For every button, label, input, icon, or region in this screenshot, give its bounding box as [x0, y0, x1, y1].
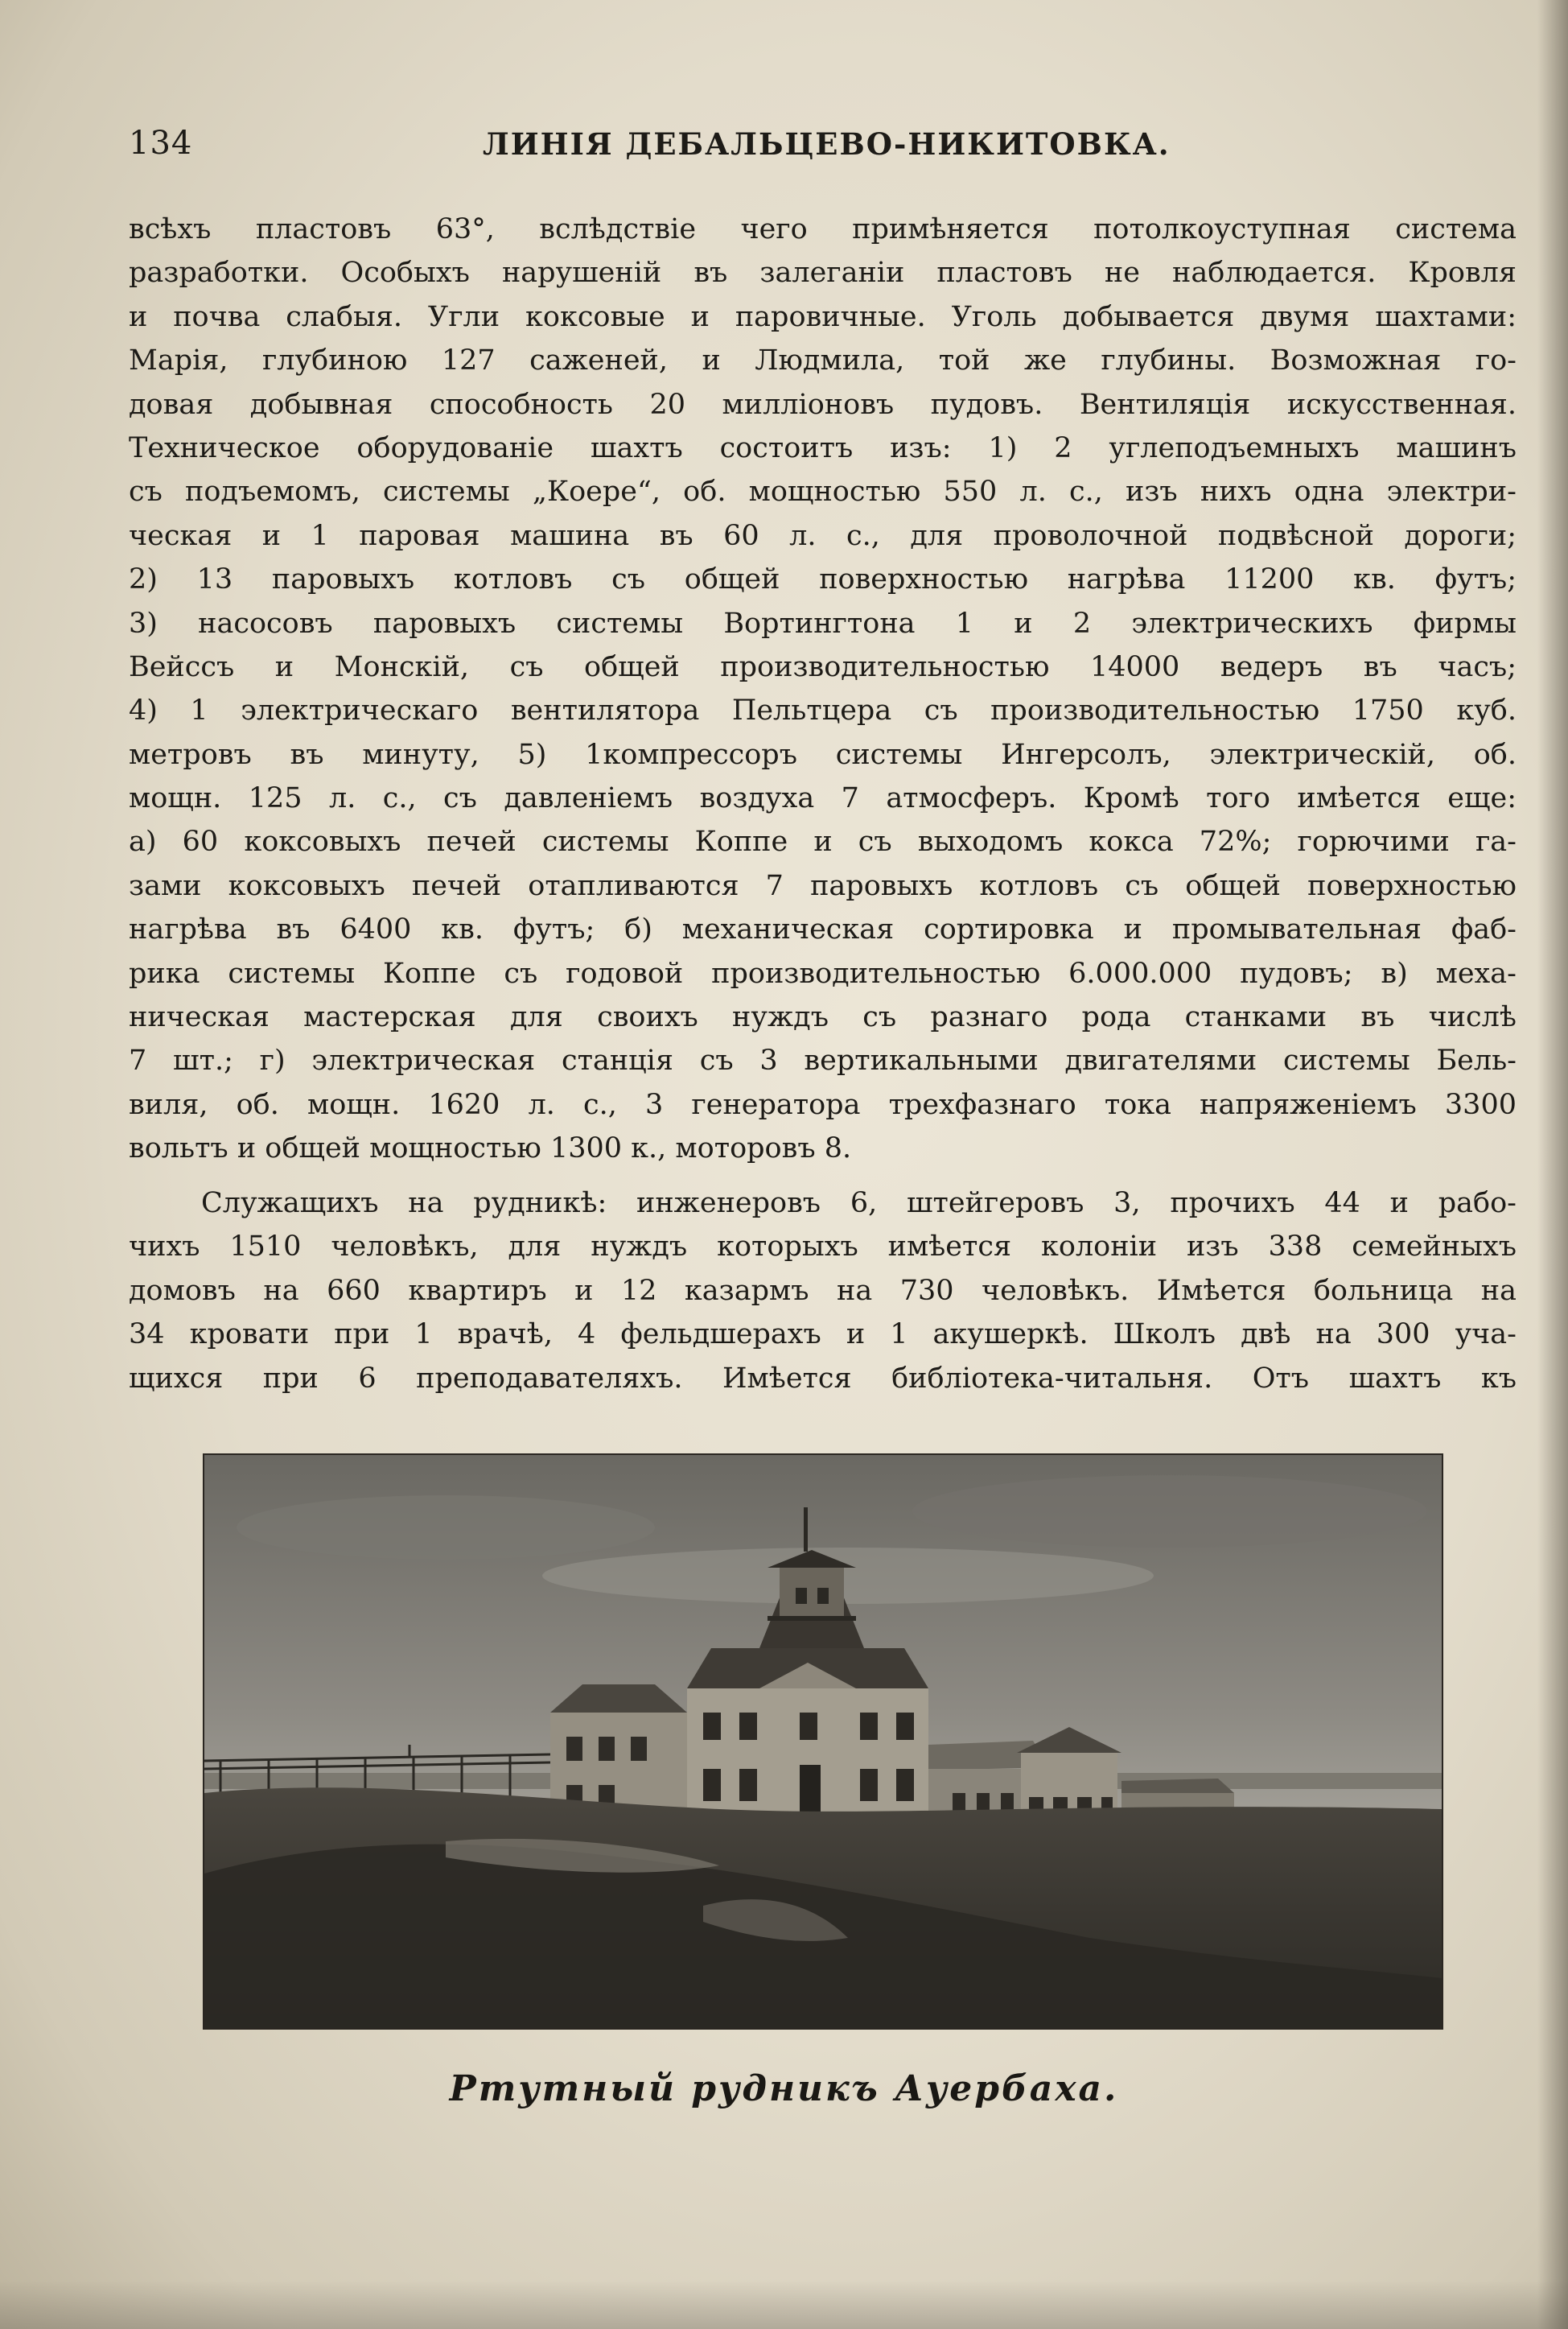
- text-line: щихся при 6 преподавателяхъ. Имѣется библіотека-читальня. Отъ шахтъ къ: [129, 1362, 1517, 1395]
- text-line: метровъ въ минуту, 5) 1компрессоръ системы Ингерсолъ, электрическій, об.: [129, 738, 1517, 771]
- page-edge-shadow: [1537, 0, 1568, 2329]
- text-line: ческая и 1 паровая машина въ 60 л. с., для проволочной подвѣсной дороги;: [129, 519, 1517, 552]
- text-line: 7 шт.; г) электрическая станція съ 3 вертикальными двигателями системы Бель-: [129, 1045, 1517, 1078]
- paragraph-1: [129, 208, 1517, 1171]
- paragraph-2: [129, 1181, 1517, 1400]
- page-bottom-shadow: [0, 2281, 1568, 2329]
- text-line: чихъ 1510 человѣкъ, для нуждъ которыхъ имѣется колоніи изъ 338 семейныхъ: [129, 1230, 1517, 1263]
- text-line: всѣхъ пластовъ 63°, вслѣдствіе чего примѣняется потолкоуступная система: [129, 213, 1517, 245]
- text-line: ническая мастерская для своихъ нуждъ съ разнаго рода станками въ числѣ: [129, 1001, 1517, 1034]
- text-line: Марія, глубиною 127 саженей, и Людмила, той же глубины. Возможная го-: [129, 344, 1517, 377]
- text-line: Служащихъ на рудникѣ: инженеровъ 6, штейгеровъ 3, прочихъ 44 и рабо-: [201, 1187, 1517, 1219]
- page-header: [129, 125, 1521, 173]
- text-line: рика системы Коппе съ годовой производительностью 6.000.000 пудовъ; в) меха-: [129, 957, 1517, 990]
- text-line: 3) насосовъ паровыхъ системы Вортингтона 1 и 2 электрическихъ фирмы: [129, 607, 1517, 640]
- photo-caption: Ртутный рудникъ Ауербаха.: [449, 2068, 1119, 2109]
- running-title: ЛИНІЯ ДЕБАЛЬЦЕВО-НИКИТОВКА.: [483, 126, 1171, 162]
- text-line: и почва слабыя. Угли коксовые и паровичные. Уголь добывается двумя шахтами:: [129, 300, 1517, 333]
- text-line: разработки. Особыхъ нарушеній въ залеганіи пластовъ не наблюдается. Кровля: [129, 257, 1517, 290]
- text-line: Вейссъ и Монскій, съ общей производительностью 14000 ведеръ въ часъ;: [129, 650, 1517, 683]
- mine-building-illustration: [204, 1455, 1442, 2028]
- text-line: виля, об. мощн. 1620 л. с., 3 генератора трехфазнаго тока напряженіемъ 3300: [129, 1088, 1517, 1121]
- text-line: 2) 13 паровыхъ котловъ съ общей поверхностью нагрѣва 11200 кв. футъ;: [129, 563, 1517, 596]
- text-line: мощн. 125 л. с., съ давленіемъ воздуха 7 атмосферъ. Кромѣ того имѣется еще:: [129, 782, 1517, 815]
- text-line: зами коксовыхъ печей отапливаются 7 паровыхъ котловъ съ общей поверхностью: [129, 869, 1517, 902]
- text-line: нагрѣва въ 6400 кв. футъ; б) механическая сортировка и промывательная фаб-: [129, 913, 1517, 946]
- mine-photograph: [203, 1453, 1443, 2030]
- text-line: Техническое оборудованіе шахтъ состоитъ изъ: 1) 2 углеподъемныхъ машинъ: [129, 431, 1517, 464]
- cloud: [542, 1548, 1154, 1604]
- cloud: [912, 1475, 1427, 1548]
- text-line: а) 60 коксовыхъ печей системы Коппе и съ выходомъ кокса 72%; горючими га-: [129, 826, 1517, 859]
- text-line: 4) 1 электрическаго вентилятора Пельтцера съ производительностью 1750 куб.: [129, 695, 1517, 728]
- text-line: довая добывная способность 20 милліоновъ пудовъ. Вентиляція искусственная.: [129, 388, 1517, 421]
- text-line: вольтъ и общей мощностью 1300 к., моторовъ 8.: [129, 1132, 852, 1165]
- page-number: 134: [129, 125, 193, 162]
- text-line: домовъ на 660 квартиръ и 12 казармъ на 730 человѣкъ. Имѣется больница на: [129, 1274, 1517, 1307]
- cloud: [237, 1495, 655, 1560]
- text-line: 34 кровати при 1 врачѣ, 4 фельдшерахъ и 1 акушеркѣ. Школъ двѣ на 300 уча-: [129, 1318, 1517, 1351]
- text-line: съ подъемомъ, системы „Коере“, об. мощностью 550 л. с., изъ нихъ одна электри-: [129, 476, 1517, 509]
